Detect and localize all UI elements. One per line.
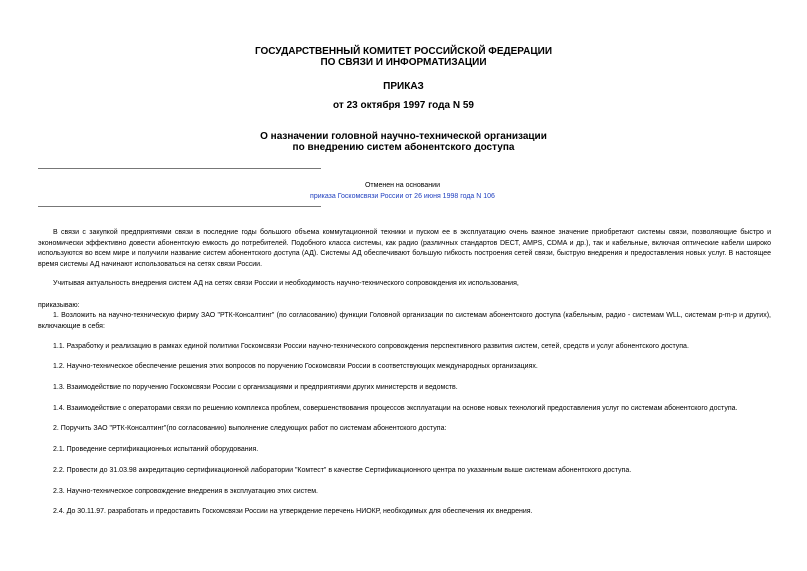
divider-bottom (38, 206, 321, 207)
document-type: ПРИКАЗ (383, 81, 424, 92)
item-1-1: 1.1. Разработку и реализацию в рамках единой политики Госкомсвязи России научно-технического сопровождения перспективного развития систем, сетей, средств и услуг абонентского доступа. (53, 343, 689, 350)
committee-name-line2: ПО СВЯЗИ И ИНФОРМАТИЗАЦИИ (320, 57, 487, 68)
item-2-1: 2.1. Проведение сертификационных испытаний оборудования. (53, 446, 259, 453)
item-2: 2. Поручить ЗАО "РТК-Консалтинг"(по согласованию) выполнение следующих работ по системам абонентского доступа: (53, 425, 447, 432)
item-1-4: 1.4. Взаимодействие с операторами связи по решению комплекса проблем, совершенствования процессов эксплуатации на основе новых технологий предоставления услуг по системам абонентского доступа. (53, 405, 738, 412)
item-1: 1. Возложить на научно-техническую фирму ЗАО "РТК-Консалтинг" (по согласованию) функции Головной организации по системам абонентского доступа (кабельным, радио - системам WLL, системам р-m-р и других), включающие в себя: (38, 312, 771, 330)
item-2-3: 2.3. Научно-техническое сопровождение внедрения в эксплуатацию этих систем. (53, 488, 318, 495)
item-2-2: 2.2. Провести до 31.03.98 аккредитацию сертификационной лаборатории "Комтест" в качестве Сертификационного центра по указанным выше системам абонентского доступа. (53, 467, 632, 474)
committee-name-line1: ГОСУДАРСТВЕННЫЙ КОМИТЕТ РОССИЙСКОЙ ФЕДЕРАЦИИ (254, 46, 553, 57)
actuality-paragraph: Учитывая актуальность внедрения систем АД на сетях связи России и необходимость научно-технического сопровождения их использования, (53, 280, 519, 287)
item-1-2: 1.2. Научно-техническое обеспечение решения этих вопросов по поручению Госкомсвязи России в соответствующих международных организациях. (53, 363, 538, 370)
divider-top (38, 168, 321, 169)
item-1-3: 1.3. Взаимодействие по поручению Госкомсвязи России с организациями и предприятиями других министерств и ведомств. (53, 384, 458, 391)
document-title-line1: О назначении головной научно-технической организации (260, 131, 547, 142)
document-title-line2: по внедрению систем абонентского доступа (292, 142, 515, 153)
intro-paragraph: В связи с закупкой предприятиями связи в последние годы большого объема коммутационной техники и пуском ее в эксплуатацию очень важное значение приобретают системы связи, позволяющие быстро и экономически эффективно довести абонентскую емкость до потребителей. Подобного класса системы, как радио (различных стандартов DECT, AMPS, CDMA и др.), так и кабельные, включая оптические кабели широко используются во всем мире и получили название систем абонентского доступа (АД). Системы АД обеспечивают большую гибкость построения сетей связи, быструю внедрения и предоставления новых услуг. В настоящее время системы АД начинают использоваться на сетях связи России. (38, 229, 771, 268)
document-date: от 23 октября 1997 года N 59 (333, 100, 474, 111)
order-word: приказываю: (38, 302, 80, 309)
item-2-4: 2.4. До 30.11.97. разработать и предоставить Госкомсвязи России на утверждение перечень НИОКР, необходимых для обеспечения их внедрения. (53, 508, 533, 515)
cancel-note-text: Отменен на основании (364, 182, 440, 189)
cancel-note-link[interactable]: приказа Госкомсвязи России от 26 июня 1998 года N 106 (310, 193, 495, 200)
